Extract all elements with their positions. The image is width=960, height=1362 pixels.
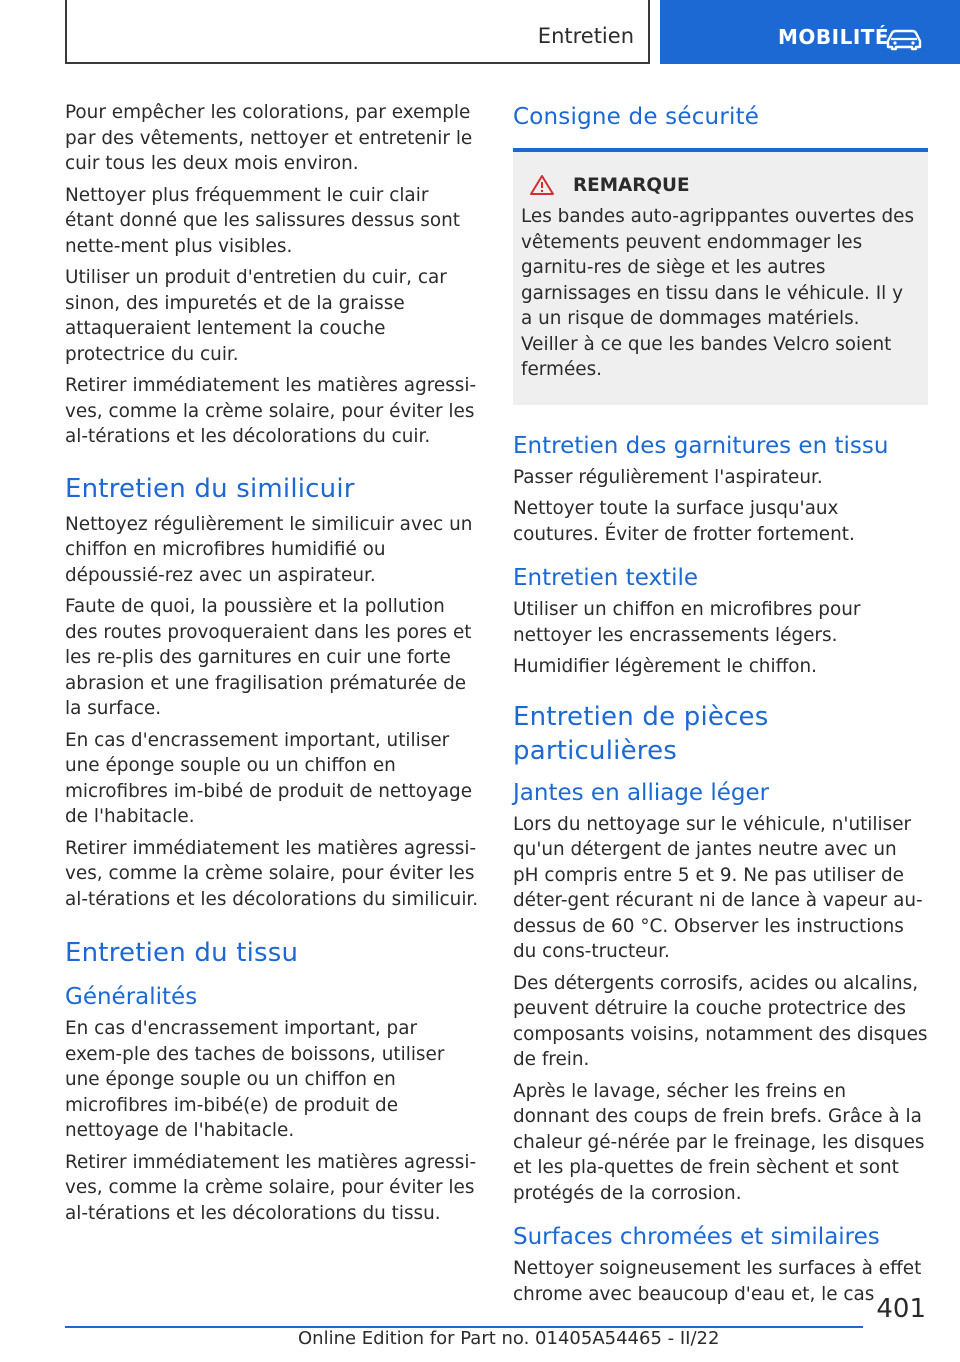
car-icon [884, 27, 924, 51]
paragraph: Des détergents corrosifs, acides ou alcalins, peuvent détruire la couche protectrice des composants voisins, notamment des disques de frein. [513, 972, 928, 1070]
paragraph: Nettoyez régulièrement le similicuir avec un chiffon en microfibres humidifié ou dépoussié-rez avec un aspirateur. [65, 513, 473, 586]
page-number: 401 [876, 1294, 926, 1324]
warning-icon [529, 174, 555, 196]
paragraph: Nettoyer plus fréquemment le cuir clair étant donné que les salissures dessus sont nette-ment plus visibles. [65, 184, 460, 257]
paragraph: Retirer immédiatement les matières agressi-ves, comme la crème solaire, pour éviter les al-térations et les décolorations du tissu. [65, 1151, 477, 1224]
heading-jantes: Jantes en alliage léger [513, 779, 770, 806]
safety-note [513, 148, 928, 405]
heading-textile: Entretien textile [513, 565, 698, 591]
section-title: Entretien [537, 24, 634, 48]
heading-garnitures: Entretien des garnitures en tissu [513, 432, 889, 459]
heading-pieces: Entretien de pièces particulières [513, 701, 769, 766]
paragraph: En cas d'encrassement important, utiliser une éponge souple ou un chiffon en microfibres im-bibé de produit de nettoyage de l'habitacle. [65, 729, 473, 827]
section-header-tab [65, 0, 650, 64]
paragraph: Après le lavage, sécher les freins en donnant des coups de frein brefs. Grâce à la chaleur gé-nérée par le freinage, les disques et les pla-quettes de frein sèchent et sont protégés de la corrosion. [513, 1080, 925, 1204]
paragraph: Humidifier légèrement le chiffon. [513, 656, 817, 677]
paragraph: Passer régulièrement l'aspirateur. [513, 466, 823, 488]
chapter-title: MOBILITÉ [778, 25, 890, 49]
heading-similicuir: Entretien du similicuir [65, 473, 355, 504]
note-title-text: REMARQUE [573, 174, 690, 196]
paragraph: En cas d'encrassement important, par exem-ple des taches de boissons, utiliser une éponge souple ou un chiffon en microfibres im-bibé(e) de produit de nettoyage de l'habitacle. [65, 1018, 445, 1141]
paragraph: Retirer immédiatement les matières agressi-ves, comme la crème solaire, pour éviter les al-térations et les décolorations du similicuir. [65, 837, 479, 910]
paragraph: Utiliser un produit d'entretien du cuir, car sinon, des impuretés et de la graisse attaqueraient lentement la couche protectrice du cuir. [65, 267, 447, 365]
heading-generalites: Généralités [65, 984, 198, 1010]
heading-tissu: Entretien du tissu [65, 938, 299, 968]
paragraph: Faute de quoi, la poussière et la pollution des routes provoqueraient dans les pores et les re-plis des garnitures en cuir une forte abrasion et une fragilisation prématurée de la surface. [65, 596, 472, 719]
heading-chrome: Surfaces chromées et similaires [513, 1224, 880, 1250]
note-text: Les bandes auto-agrippantes ouvertes des vêtements peuvent endommager les garnitu-res de siège et les autres garnissages en tissu dans le véhicule. Il y a un risque de dommages matériels. Veiller à ce que les bandes Velcro soient fermées. [521, 206, 915, 380]
paragraph: Nettoyer soigneusement les surfaces à effet chrome avec beaucoup d'eau et, le cas [513, 1258, 922, 1305]
right-column [513, 100, 928, 1313]
heading-safety: Consigne de sécurité [513, 104, 760, 130]
note-title [521, 174, 918, 196]
paragraph: Utiliser un chiffon en microfibres pour nettoyer les encrassements légers. [513, 599, 861, 646]
edition-footer: Online Edition for Part no. 01405A54465 - II/22 [298, 1328, 720, 1349]
chapter-header-band [660, 0, 960, 64]
paragraph: Lors du nettoyage sur le véhicule, n'utiliser qu'un détergent de jantes neutre avec un pH compris entre 5 et 9. Ne pas utiliser de déter-gent récurant ni de lance à vapeur au-dessus de 60 °C. Observer les instructions du cons-tructeur. [513, 813, 923, 962]
paragraph: Retirer immédiatement les matières agressi-ves, comme la crème solaire, pour éviter les al-térations et les décolorations du cuir. [65, 375, 477, 447]
paragraph: Pour empêcher les colorations, par exemple par des vêtements, nettoyer et entretenir le cuir tous les deux mois environ. [65, 102, 473, 174]
left-column [65, 100, 480, 1232]
paragraph: Nettoyer toute la surface jusqu'aux coutures. Éviter de frotter fortement. [513, 498, 855, 545]
